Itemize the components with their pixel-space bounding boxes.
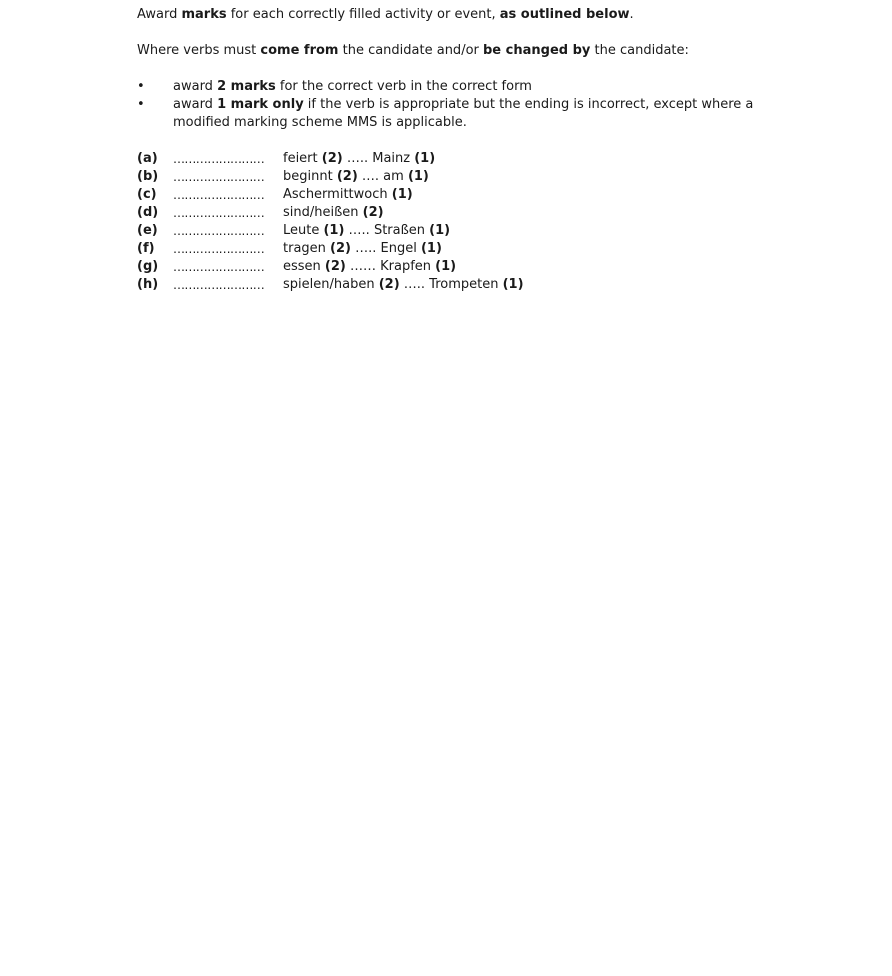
intro-text: the candidate and/or xyxy=(338,43,483,58)
answer-blank: …………………… xyxy=(173,278,265,292)
intro-text: . xyxy=(629,7,634,22)
intro-bold-outlined: as outlined below xyxy=(499,7,630,22)
answer-blank: …………………… xyxy=(173,206,265,220)
intro-text: Award xyxy=(137,7,182,22)
answer-label: (c) xyxy=(137,187,157,202)
bullet-text: award 2 marks for the correct verb in the correct form xyxy=(173,79,532,94)
intro-text: for each correctly filled activity or event, xyxy=(226,7,500,22)
answer-text: feiert (2) ….. Mainz (1) xyxy=(283,151,436,166)
intro-text: Where verbs must xyxy=(137,43,261,58)
bullet-text: award 1 mark only if the verb is appropriate but the ending is incorrect, except where a modified marking scheme MMS is applicable. xyxy=(173,97,754,130)
answer-row-g xyxy=(137,258,777,276)
answer-row-c xyxy=(137,186,777,204)
answer-blank: …………………… xyxy=(173,260,265,274)
bullet-icon: • xyxy=(137,79,145,94)
answer-label: (e) xyxy=(137,223,158,238)
answer-text: sind/heißen (2) xyxy=(283,205,384,220)
intro-bold-come-from: come from xyxy=(260,43,339,58)
answer-label: (h) xyxy=(137,277,159,292)
answer-blank: …………………… xyxy=(173,170,265,184)
answer-blank: …………………… xyxy=(173,224,265,238)
intro-award-paragraph xyxy=(137,6,777,24)
answer-row-d xyxy=(137,204,777,222)
list-item xyxy=(137,78,777,96)
marking-rules-list xyxy=(137,78,777,132)
answer-text: spielen/haben (2) ….. Trompeten (1) xyxy=(283,277,524,292)
answer-row-b xyxy=(137,168,777,186)
answer-label: (a) xyxy=(137,151,158,166)
mark-scheme-page xyxy=(137,6,777,294)
bullet-icon: • xyxy=(137,97,145,112)
answer-text: essen (2) …… Krapfen (1) xyxy=(283,259,457,274)
answer-text: Aschermittwoch (1) xyxy=(283,187,413,202)
answer-blank: …………………… xyxy=(173,242,265,256)
answer-row-h xyxy=(137,276,777,294)
intro-text: the candidate: xyxy=(590,43,689,58)
answer-blank: …………………… xyxy=(173,188,265,202)
answer-label: (f) xyxy=(137,241,155,256)
intro-bold-changed-by: be changed by xyxy=(483,43,591,58)
answer-text: tragen (2) ….. Engel (1) xyxy=(283,241,442,256)
answer-row-e xyxy=(137,222,777,240)
answer-label: (b) xyxy=(137,169,159,184)
answer-label: (d) xyxy=(137,205,159,220)
answer-list xyxy=(137,150,777,294)
answer-label: (g) xyxy=(137,259,159,274)
answer-row-a xyxy=(137,150,777,168)
answer-text: beginnt (2) …. am (1) xyxy=(283,169,429,184)
intro-verbs-paragraph xyxy=(137,42,777,60)
list-item xyxy=(137,96,777,132)
answer-text: Leute (1) ….. Straßen (1) xyxy=(283,223,451,238)
answer-row-f xyxy=(137,240,777,258)
answer-blank: …………………… xyxy=(173,152,265,166)
intro-bold-marks: marks xyxy=(181,7,227,22)
